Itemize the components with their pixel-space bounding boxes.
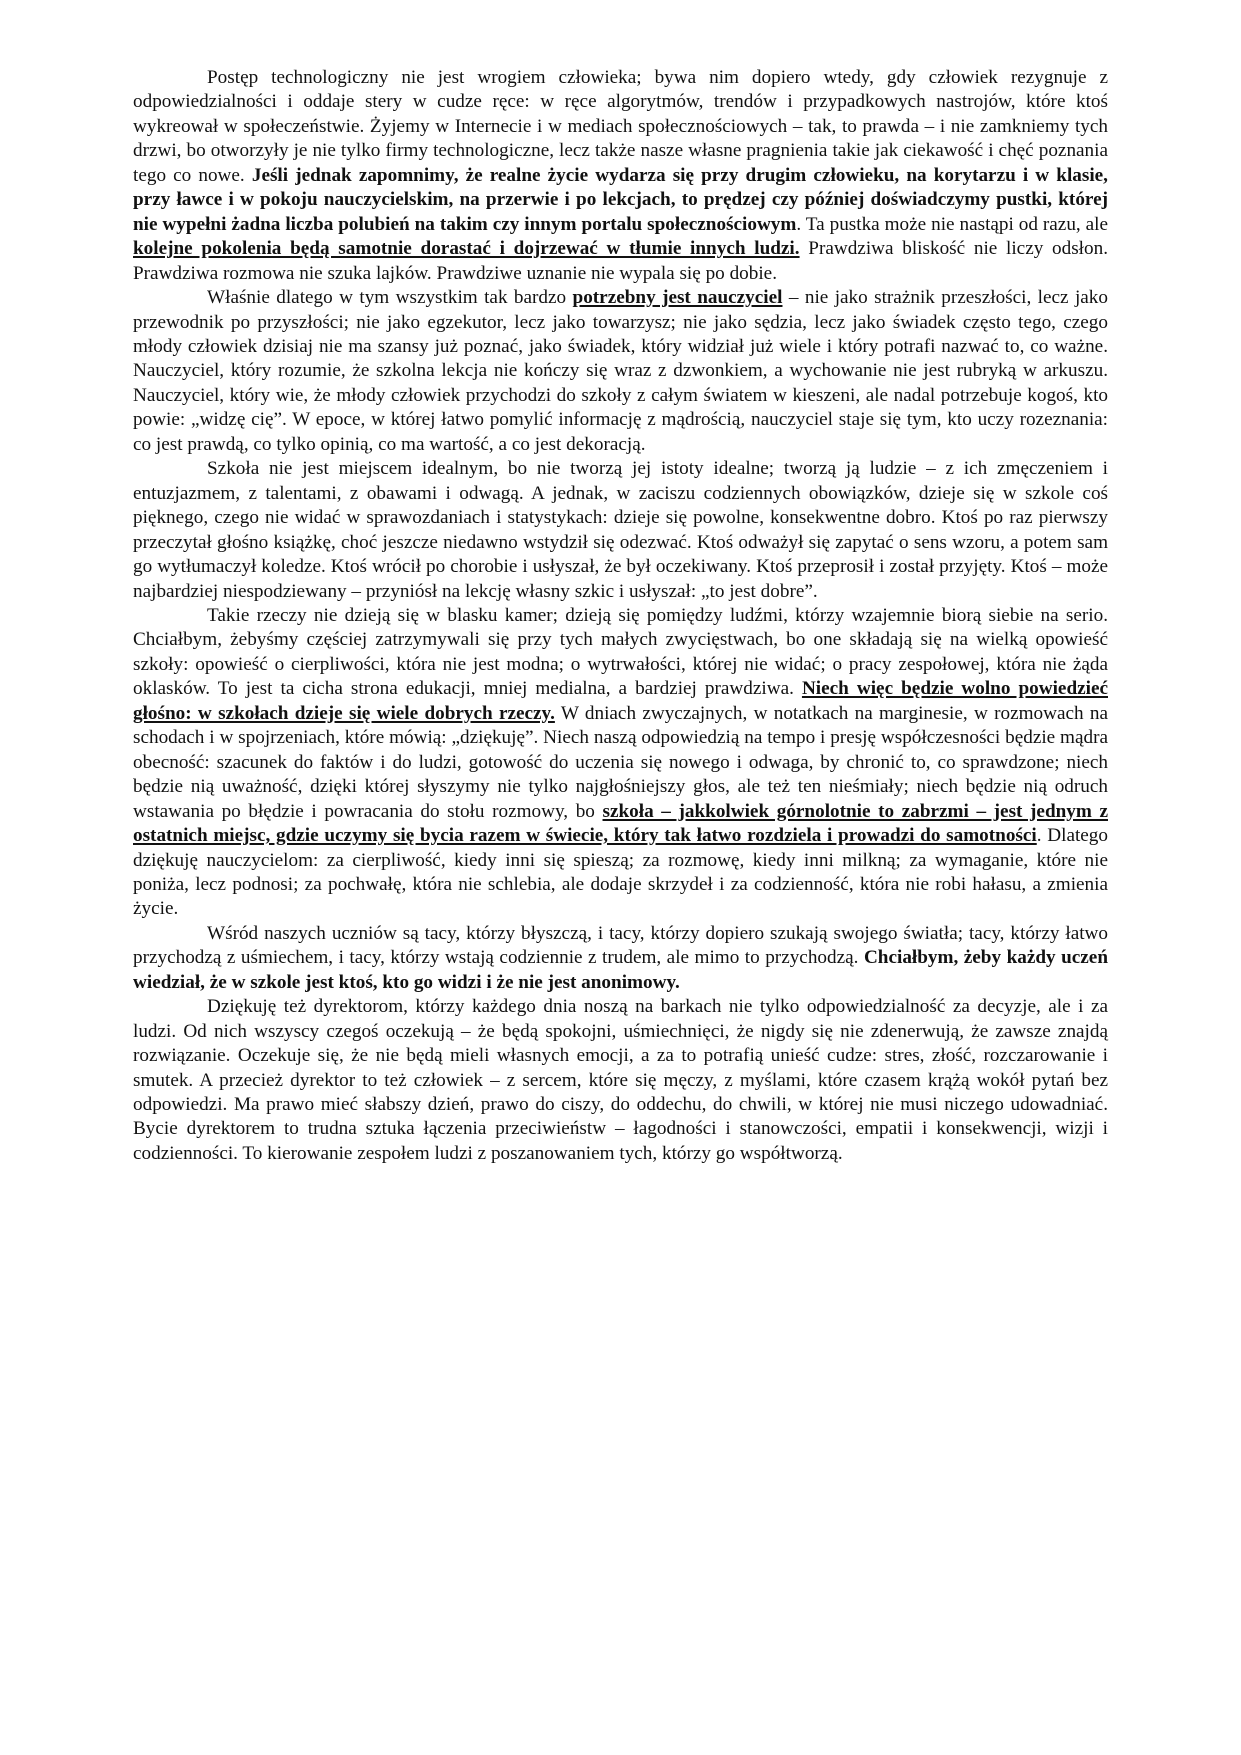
emphasis-underlined-segment: kolejne pokolenia będą samotnie dorastać i dojrzewać w tłumie innych ludzi. xyxy=(133,238,800,260)
text-segment: Wśród naszych uczniów są tacy, którzy błyszczą, i tacy, którzy dopiero szukają swojego światła; tacy, którzy łatwo przychodzą z uśmiechem, i tacy, którzy wstają codziennie z trudem, ale mimo to przychodzą. xyxy=(133,922,1108,969)
emphasis-underlined-segment: potrzebny jest nauczyciel xyxy=(572,287,783,309)
text-segment: Prawdziwa bliskość nie liczy odsłon. Prawdziwa rozmowa nie szuka lajków. Prawdziwe uznanie nie wypala się po dobie. xyxy=(133,238,1109,284)
paragraph-students xyxy=(133,922,1108,995)
text-segment: Takie rzeczy nie dzieją się w blasku kamer; dzieją się pomiędzy ludźmi, którzy wzajemnie biorą siebie na serio. Chciałbym, żebyśmy częściej zatrzymywali się przy tych małych zwycięstwach, bo one składają się na wielką opowieść szkoły: opowieść o cierpliwości, która nie jest modna; o wytrwałości, której nie widać; o pracy zespołowej, która nie żąda oklasków. To jest ta cicha strona edukacji, mniej medialna, a bardziej prawdziwa. xyxy=(133,604,1108,700)
paragraph-small-victories xyxy=(133,604,1108,922)
text-segment: Postęp technologiczny nie jest wrogiem człowieka; bywa nim dopiero wtedy, gdy człowiek rezygnuje z odpowiedzialności i oddaje stery w cudze ręce: w ręce algorytmów, trendów i przypadkowych nastrojów, które ktoś wykreował w społeczeństwie. Żyjemy w Internecie i w mediach społecznościowych – tak, to prawda – i nie zamkniemy tych drzwi, bo otworzyły je nie tylko firmy technologiczne, lecz także nasze własne pragnienia takie jak ciekawość i chęć poznania tego co nowe. xyxy=(133,67,1108,186)
text-segment: Dziękuję też dyrektorom, którzy każdego dnia noszą na barkach nie tylko odpowiedzialność za decyzje, ale i za ludzi. Od nich wszyscy czegoś oczekują – że będą spokojni, uśmiechnięci, że nigdy się nie zdenerwują, że zawsze znajdą rozwiązanie. Oczekuje się, że nie będą mieli własnych emocji, a za to potrafią unieść cudze: stres, złość, rozczarowanie i smutek. A przecież dyrektor to też człowiek – z sercem, które się męczy, z myślami, które czasem krążą wokół pytań bez odpowiedzi. Ma prawo mieć słabszy dzień, prawo do ciszy, do oddechu, do chwili, w której nie musi niczego udowadniać. Bycie dyrektorem to trudna sztuka łączenia przeciwieństw – łagodności i stanowczości, empatii i konsekwencji, wizji i codzienności. To kierowanie zespołem ludzi z poszanowaniem tych, którzy go współtworzą. xyxy=(133,996,1108,1164)
text-segment: – nie jako strażnik przeszłości, lecz jako przewodnik po przyszłości; nie jako egzekutor, lecz jako towarzysz; nie jako sędzia, lecz jako świadek często tego, czego młody człowiek dzisiaj nie ma szansy już poznać, jako świadek, który widział już wiele i który potrafi nazwać to, co ważne. Nauczyciel, który rozumie, że szkolna lekcja nie kończy się wraz z dzwonkiem, a wychowanie nie jest rubryką w arkuszu. Nauczyciel, który wie, że młody człowiek przychodzi do szkoły z całym światem w kieszeni, ale nadal potrzebuje kogoś, kto powie: „widzę cię”. W epoce, w której łatwo pomylić informację z mądrością, nauczyciel staje się tym, kto uczy rozeznania: co jest prawdą, co tylko opinią, co ma wartość, a co jest dekoracją. xyxy=(133,287,1108,455)
bold-segment: Jeśli jednak zapomnimy, że realne życie wydarza się przy drugim człowieku, na korytarzu i w klasie, przy ławce i w pokoju nauczycielskim, na przerwie i po lekcjach, to prędzej czy później doświadczymy pustki, której nie wypełni żadna liczba polubień na takim czy innym portalu społecznościowym xyxy=(133,164,1108,235)
text-segment: W dniach zwyczajnych, w notatkach na marginesie, w rozmowach na schodach i w spojrzeniach, które mówią: „dziękuję”. Niech naszą odpowiedzią na tempo i presję współczesności będzie mądra obecność: szacunek do faktów i do ludzi, gotowość do uczenia się nowego i odwaga, by chronić to, co sprawdzone; niech będzie nią uważność, dzięki której słyszymy nie tylko najgłośniejszy głos, ale też ten nieśmiały; niech będzie nią odruch wstawania po błędzie i powracania do stołu rozmowy, bo xyxy=(133,702,1109,822)
paragraph-school xyxy=(133,457,1108,604)
text-segment: Szkoła nie jest miejscem idealnym, bo nie tworzą jej istoty idealne; tworzą ją ludzie – z ich zmęczeniem i entuzjazmem, z talentami, z obawami i odwagą. A jednak, w zaciszu codziennych obowiązków, dzieje się w szkole coś pięknego, czego nie widać w sprawozdaniach i statystykach: dzieje się powolne, konsekwentne dobro. Ktoś po raz pierwszy przeczytał głośno książkę, choć jeszcze niedawno wstydził się odezwać. Ktoś odważył się zapytać o sens wzoru, a potem sam go wytłumaczył koledze. Ktoś wrócił po chorobie i usłyszał, że był oczekiwany. Ktoś przeprosił i został przyjęty. Ktoś – może najbardziej niespodziewany – przyniósł na lekcję własny szkic i usłyszał: „to jest dobre”. xyxy=(133,458,1108,602)
emphasis-underlined-segment: szkoła – jakkolwiek górnolotnie to zabrzmi – jest jednym z ostatnich miejsc, gdzie uczymy się bycia razem w świecie, który tak łatwo rozdziela i prowadzi do samotności xyxy=(133,800,1108,847)
paragraph-teacher xyxy=(133,286,1108,457)
emphasis-underlined-segment: Niech więc będzie wolno powiedzieć głośno: w szkołach dzieje się wiele dobrych rzeczy. xyxy=(133,678,1108,724)
text-segment: . Dlatego dziękuję nauczycielom: za cierpliwość, kiedy inni się spieszą; za rozmowę, kiedy inni milkną; za wymaganie, które nie poniża, lecz podnosi; za pochwałę, która nie schlebia, ale dodaje skrzydeł i za codzienność, która nie robi hałasu, a zmienia życie. xyxy=(133,825,1108,920)
bold-segment: Chciałbym, żeby każdy uczeń wiedział, że w szkole jest ktoś, kto go widzi i że nie jest anonimowy. xyxy=(133,947,1108,993)
text-segment: . Ta pustka może nie nastąpi od razu, ale xyxy=(796,213,1109,235)
text-segment: Właśnie dlatego w tym wszystkim tak bardzo xyxy=(207,287,573,309)
paragraph-directors xyxy=(133,995,1108,1166)
document-page xyxy=(133,66,1108,1166)
paragraph-technology xyxy=(133,66,1108,286)
